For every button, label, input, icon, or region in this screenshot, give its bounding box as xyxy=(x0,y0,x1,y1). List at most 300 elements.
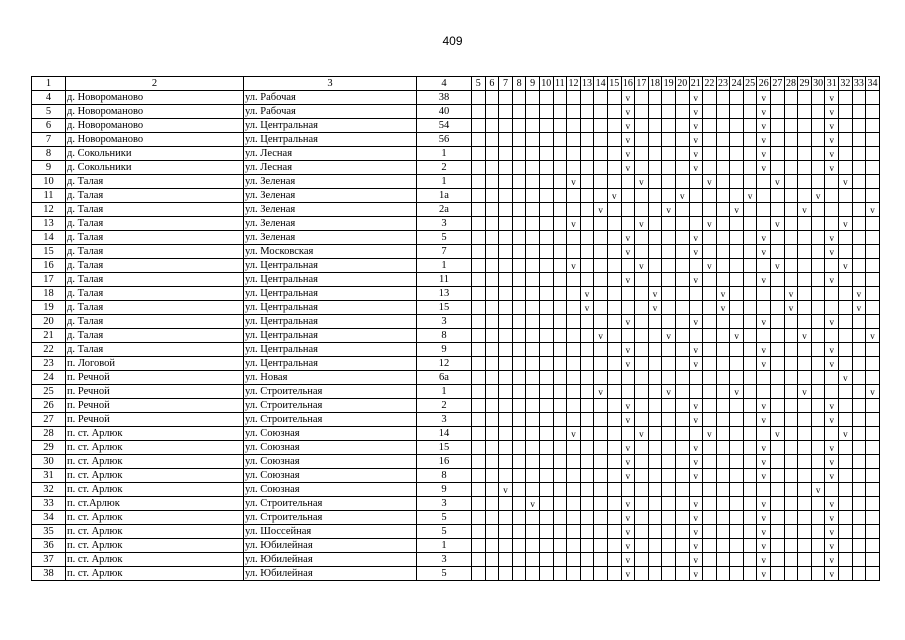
day-cell xyxy=(771,119,785,133)
settlement-cell: п. Речной xyxy=(66,371,244,385)
day-cell xyxy=(703,441,717,455)
house-number-cell: 3 xyxy=(417,217,472,231)
day-cell xyxy=(703,203,717,217)
day-cell xyxy=(635,567,649,581)
house-number-cell: 1 xyxy=(417,539,472,553)
day-cell xyxy=(567,497,581,511)
check-mark: v xyxy=(703,217,717,231)
day-cell xyxy=(607,469,621,483)
table-row xyxy=(32,91,880,105)
day-cell xyxy=(675,567,689,581)
day-cell xyxy=(512,91,526,105)
check-mark: v xyxy=(825,231,839,245)
check-mark: v xyxy=(757,357,771,371)
check-mark: v xyxy=(689,567,703,581)
day-cell xyxy=(730,147,744,161)
day-cell xyxy=(716,231,730,245)
day-cell xyxy=(553,315,567,329)
check-mark: v xyxy=(825,525,839,539)
day-cell xyxy=(743,399,757,413)
day-cell xyxy=(662,189,676,203)
day-cell xyxy=(635,357,649,371)
row-number: 36 xyxy=(32,539,66,553)
header-cell-16: 16 xyxy=(622,77,633,89)
row-number: 6 xyxy=(32,119,66,133)
check-mark: v xyxy=(757,91,771,105)
day-cell xyxy=(798,259,812,273)
day-cell xyxy=(866,175,880,189)
day-cell xyxy=(743,371,757,385)
day-cell xyxy=(703,329,717,343)
day-cell xyxy=(635,105,649,119)
check-mark: v xyxy=(825,273,839,287)
day-cell xyxy=(743,217,757,231)
check-mark: v xyxy=(839,427,853,441)
day-cell xyxy=(703,301,717,315)
day-cell xyxy=(539,119,553,133)
day-cell xyxy=(716,567,730,581)
day-cell xyxy=(866,441,880,455)
day-cell xyxy=(607,511,621,525)
day-cell xyxy=(526,315,540,329)
check-mark: v xyxy=(567,259,581,273)
street-cell: ул. Союзная xyxy=(244,469,417,483)
day-cell xyxy=(648,91,662,105)
day-cell xyxy=(716,147,730,161)
day-cell xyxy=(594,105,608,119)
day-cell xyxy=(621,189,635,203)
day-cell xyxy=(512,329,526,343)
table-row xyxy=(32,301,880,315)
house-number-cell: 14 xyxy=(417,427,472,441)
row-number: 24 xyxy=(32,371,66,385)
day-cell xyxy=(743,469,757,483)
day-cell xyxy=(594,427,608,441)
day-cell xyxy=(499,511,513,525)
day-cell xyxy=(839,147,853,161)
day-cell xyxy=(539,469,553,483)
settlement-cell: п. Речной xyxy=(66,385,244,399)
day-cell xyxy=(621,385,635,399)
house-number-cell: 15 xyxy=(417,301,472,315)
day-cell xyxy=(512,133,526,147)
day-cell xyxy=(811,441,825,455)
day-cell xyxy=(648,161,662,175)
check-mark: v xyxy=(689,357,703,371)
header-cell-3: 3 xyxy=(244,77,417,91)
day-cell xyxy=(662,119,676,133)
check-mark: v xyxy=(757,511,771,525)
day-cell xyxy=(798,273,812,287)
day-cell xyxy=(499,497,513,511)
day-cell xyxy=(485,469,499,483)
day-cell xyxy=(771,91,785,105)
day-cell xyxy=(594,301,608,315)
day-cell xyxy=(512,273,526,287)
day-cell xyxy=(784,189,798,203)
day-cell xyxy=(675,497,689,511)
day-cell xyxy=(675,231,689,245)
day-cell xyxy=(730,231,744,245)
table-row xyxy=(32,231,880,245)
day-cell xyxy=(635,553,649,567)
table-row xyxy=(32,315,880,329)
check-mark: v xyxy=(825,539,839,553)
day-cell xyxy=(866,343,880,357)
day-cell xyxy=(703,343,717,357)
check-mark: v xyxy=(689,161,703,175)
day-cell xyxy=(553,567,567,581)
day-cell xyxy=(730,91,744,105)
day-cell xyxy=(580,119,594,133)
day-cell xyxy=(594,175,608,189)
day-cell xyxy=(716,497,730,511)
check-mark: v xyxy=(825,343,839,357)
day-cell xyxy=(567,455,581,469)
day-cell xyxy=(472,147,486,161)
table-row xyxy=(32,203,880,217)
day-cell xyxy=(648,119,662,133)
day-cell xyxy=(784,371,798,385)
check-mark: v xyxy=(621,231,635,245)
settlement-cell: д. Сокольники xyxy=(66,161,244,175)
table-row xyxy=(32,343,880,357)
day-cell xyxy=(703,455,717,469)
day-cell xyxy=(526,511,540,525)
day-cell xyxy=(662,133,676,147)
day-cell xyxy=(743,497,757,511)
day-cell xyxy=(771,511,785,525)
day-cell xyxy=(716,511,730,525)
row-number: 23 xyxy=(32,357,66,371)
day-cell xyxy=(635,203,649,217)
day-cell xyxy=(485,357,499,371)
day-cell xyxy=(499,343,513,357)
day-cell xyxy=(771,147,785,161)
day-cell xyxy=(662,91,676,105)
day-cell xyxy=(499,217,513,231)
day-cell xyxy=(567,161,581,175)
day-cell xyxy=(607,203,621,217)
day-cell xyxy=(526,329,540,343)
day-cell xyxy=(784,441,798,455)
day-cell xyxy=(607,287,621,301)
day-cell xyxy=(607,245,621,259)
day-cell xyxy=(852,315,866,329)
day-cell xyxy=(852,469,866,483)
check-mark: v xyxy=(594,329,608,343)
day-cell xyxy=(485,385,499,399)
day-cell xyxy=(662,175,676,189)
day-cell xyxy=(852,189,866,203)
table-row xyxy=(32,371,880,385)
day-cell xyxy=(866,497,880,511)
day-cell xyxy=(825,189,839,203)
day-cell xyxy=(784,497,798,511)
day-cell xyxy=(635,301,649,315)
day-cell xyxy=(784,315,798,329)
day-cell xyxy=(648,357,662,371)
day-cell xyxy=(866,147,880,161)
street-cell: ул. Зеленая xyxy=(244,217,417,231)
check-mark: v xyxy=(621,399,635,413)
check-mark: v xyxy=(757,441,771,455)
day-cell xyxy=(866,525,880,539)
day-cell xyxy=(757,259,771,273)
row-number: 11 xyxy=(32,189,66,203)
day-cell xyxy=(648,231,662,245)
house-number-cell: 6а xyxy=(417,371,472,385)
day-cell xyxy=(553,553,567,567)
day-cell xyxy=(567,189,581,203)
day-cell xyxy=(512,287,526,301)
day-cell xyxy=(553,525,567,539)
day-cell xyxy=(648,469,662,483)
day-cell xyxy=(553,385,567,399)
day-cell xyxy=(607,175,621,189)
day-cell xyxy=(567,469,581,483)
table-row xyxy=(32,567,880,581)
day-cell xyxy=(730,511,744,525)
day-cell xyxy=(499,287,513,301)
day-cell xyxy=(512,259,526,273)
day-cell xyxy=(567,91,581,105)
day-cell xyxy=(607,525,621,539)
day-cell xyxy=(553,119,567,133)
day-cell xyxy=(539,399,553,413)
header-cell-33: 33 xyxy=(853,77,864,89)
day-cell xyxy=(539,287,553,301)
day-cell xyxy=(512,105,526,119)
day-cell xyxy=(580,525,594,539)
day-cell xyxy=(648,273,662,287)
table-row xyxy=(32,497,880,511)
day-cell xyxy=(675,553,689,567)
day-cell xyxy=(594,315,608,329)
check-mark: v xyxy=(825,357,839,371)
day-cell xyxy=(485,567,499,581)
day-cell xyxy=(580,189,594,203)
day-cell xyxy=(539,441,553,455)
day-cell xyxy=(811,245,825,259)
day-cell xyxy=(512,469,526,483)
day-cell xyxy=(703,245,717,259)
day-cell xyxy=(852,273,866,287)
day-cell xyxy=(635,399,649,413)
day-cell xyxy=(743,343,757,357)
check-mark: v xyxy=(730,203,744,217)
day-cell xyxy=(866,259,880,273)
day-cell xyxy=(472,315,486,329)
day-cell xyxy=(771,133,785,147)
day-cell xyxy=(743,259,757,273)
day-cell xyxy=(607,343,621,357)
check-mark: v xyxy=(689,91,703,105)
day-cell xyxy=(567,525,581,539)
day-cell xyxy=(743,567,757,581)
day-cell xyxy=(798,497,812,511)
day-cell xyxy=(594,147,608,161)
check-mark: v xyxy=(635,259,649,273)
day-cell xyxy=(580,105,594,119)
day-cell xyxy=(485,133,499,147)
header-cell-7: 7 xyxy=(499,77,513,91)
day-cell xyxy=(553,217,567,231)
day-cell xyxy=(730,399,744,413)
day-cell xyxy=(580,133,594,147)
day-cell xyxy=(866,301,880,315)
check-mark: v xyxy=(648,287,662,301)
check-mark: v xyxy=(757,469,771,483)
day-cell xyxy=(866,273,880,287)
settlement-cell: п. ст.Арлюк xyxy=(66,497,244,511)
day-cell xyxy=(485,525,499,539)
header-cell-22: 22 xyxy=(704,77,715,89)
day-cell xyxy=(635,287,649,301)
table-row xyxy=(32,161,880,175)
check-mark: v xyxy=(825,553,839,567)
day-cell xyxy=(526,525,540,539)
settlement-cell: п. ст. Арлюк xyxy=(66,567,244,581)
day-cell xyxy=(594,259,608,273)
day-cell xyxy=(635,441,649,455)
day-cell xyxy=(839,161,853,175)
day-cell xyxy=(539,315,553,329)
day-cell xyxy=(784,273,798,287)
day-cell xyxy=(866,133,880,147)
day-cell xyxy=(580,371,594,385)
check-mark: v xyxy=(825,441,839,455)
header-cell-15: 15 xyxy=(609,77,620,89)
day-cell xyxy=(703,189,717,203)
day-cell xyxy=(635,133,649,147)
day-cell xyxy=(553,133,567,147)
day-cell xyxy=(553,329,567,343)
day-cell xyxy=(539,301,553,315)
house-number-cell: 56 xyxy=(417,133,472,147)
day-cell xyxy=(662,161,676,175)
day-cell xyxy=(526,371,540,385)
day-cell xyxy=(798,371,812,385)
day-cell xyxy=(594,273,608,287)
house-number-cell: 3 xyxy=(417,413,472,427)
day-cell xyxy=(526,399,540,413)
check-mark: v xyxy=(621,497,635,511)
check-mark: v xyxy=(621,539,635,553)
settlement-cell: п. ст. Арлюк xyxy=(66,483,244,497)
day-cell xyxy=(648,483,662,497)
settlement-cell: д. Талая xyxy=(66,217,244,231)
day-cell xyxy=(539,413,553,427)
day-cell xyxy=(852,105,866,119)
day-cell xyxy=(716,343,730,357)
day-cell xyxy=(526,441,540,455)
day-cell xyxy=(567,385,581,399)
day-cell xyxy=(621,175,635,189)
day-cell xyxy=(635,455,649,469)
day-cell xyxy=(798,147,812,161)
day-cell xyxy=(771,189,785,203)
street-cell: ул. Центральная xyxy=(244,133,417,147)
day-cell xyxy=(512,553,526,567)
day-cell xyxy=(852,497,866,511)
day-cell xyxy=(526,161,540,175)
day-cell xyxy=(771,301,785,315)
day-cell xyxy=(743,539,757,553)
day-cell xyxy=(675,105,689,119)
day-cell xyxy=(771,105,785,119)
day-cell xyxy=(825,287,839,301)
day-cell xyxy=(499,119,513,133)
day-cell xyxy=(798,455,812,469)
day-cell xyxy=(526,483,540,497)
page-number: 409 xyxy=(442,34,463,48)
check-mark: v xyxy=(825,511,839,525)
street-cell: ул. Строительная xyxy=(244,511,417,525)
day-cell xyxy=(485,539,499,553)
day-cell xyxy=(743,525,757,539)
day-cell xyxy=(499,301,513,315)
day-cell xyxy=(607,413,621,427)
day-cell xyxy=(607,385,621,399)
day-cell xyxy=(825,385,839,399)
day-cell xyxy=(553,371,567,385)
day-cell xyxy=(607,427,621,441)
day-cell xyxy=(716,119,730,133)
day-cell xyxy=(648,427,662,441)
settlement-cell: д. Талая xyxy=(66,175,244,189)
day-cell xyxy=(798,511,812,525)
house-number-cell: 3 xyxy=(417,315,472,329)
day-cell xyxy=(839,189,853,203)
settlement-cell: д. Талая xyxy=(66,287,244,301)
check-mark: v xyxy=(662,329,676,343)
day-cell xyxy=(512,371,526,385)
day-cell xyxy=(811,133,825,147)
table-row xyxy=(32,539,880,553)
day-cell xyxy=(811,329,825,343)
day-cell xyxy=(839,469,853,483)
check-mark: v xyxy=(811,483,825,497)
header-cell-17: 17 xyxy=(636,77,647,89)
day-cell xyxy=(675,483,689,497)
header-cell-1: 1 xyxy=(32,77,66,91)
house-number-cell: 16 xyxy=(417,455,472,469)
row-number: 38 xyxy=(32,567,66,581)
check-mark: v xyxy=(757,105,771,119)
day-cell xyxy=(485,427,499,441)
row-number: 20 xyxy=(32,315,66,329)
day-cell xyxy=(730,539,744,553)
day-cell xyxy=(784,329,798,343)
day-cell xyxy=(594,553,608,567)
day-cell xyxy=(580,539,594,553)
row-number: 34 xyxy=(32,511,66,525)
settlement-cell: п. Логовой xyxy=(66,357,244,371)
day-cell xyxy=(553,161,567,175)
day-cell xyxy=(757,483,771,497)
day-cell xyxy=(512,539,526,553)
day-cell xyxy=(866,161,880,175)
day-cell xyxy=(662,357,676,371)
day-cell xyxy=(675,525,689,539)
header-cell-24: 24 xyxy=(731,77,742,89)
day-cell xyxy=(485,217,499,231)
day-cell xyxy=(512,399,526,413)
check-mark: v xyxy=(621,413,635,427)
day-cell xyxy=(662,441,676,455)
day-cell xyxy=(811,273,825,287)
